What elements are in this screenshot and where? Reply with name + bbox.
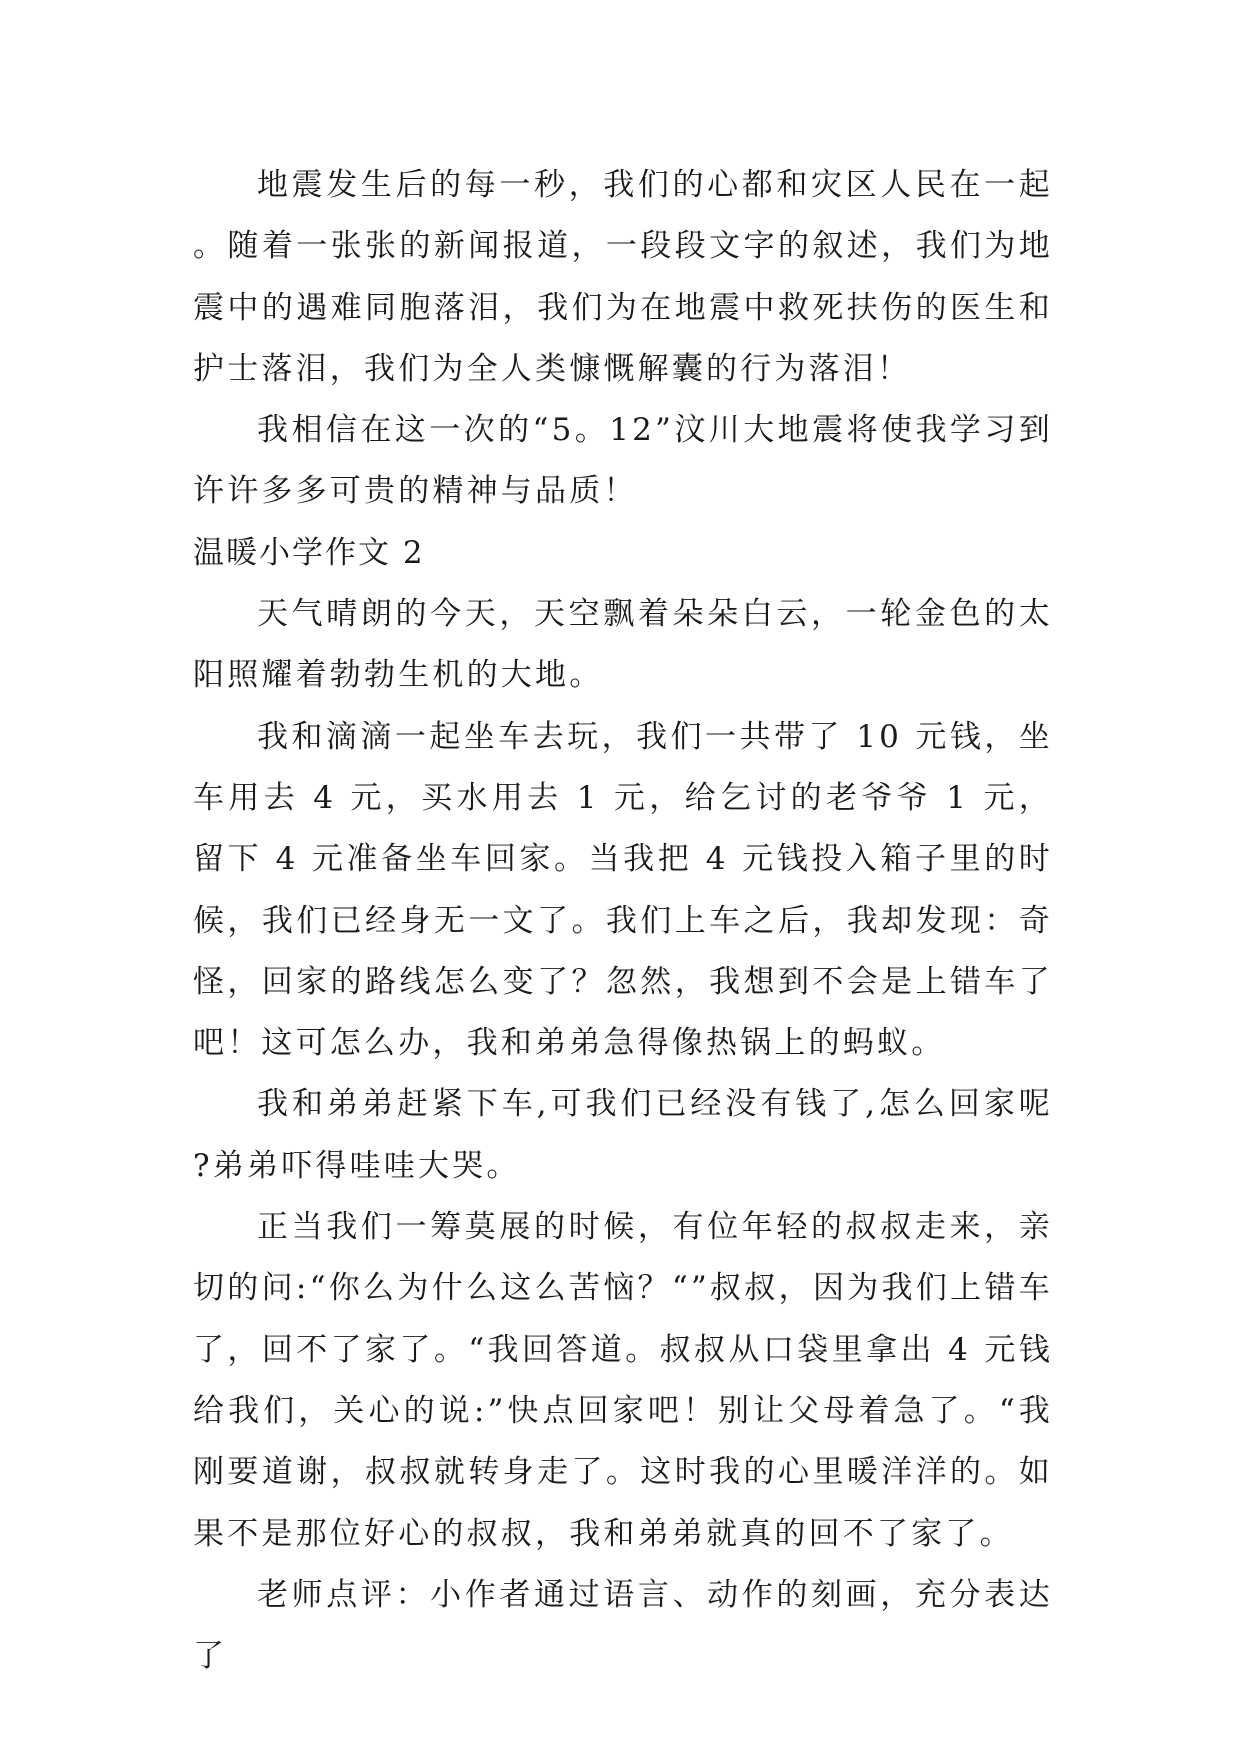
paragraph-earthquake-mourning: 地震发生后的每一秒，我们的心都和灾区人民在一起。随着一张张的新闻报道，一段段文字的叙述，我们为地震中的遇难同胞落泪，我们为在地震中救死扶伤的医生和护士落泪，我们为全人类慷慨解囊的行为落泪！ xyxy=(193,167,1053,387)
paragraph-earthquake-belief: 我相信在这一次的“5。12”汶川大地震将使我学习到许许多多可贵的精神与品质！ xyxy=(193,412,1053,510)
essay-title: 温暖小学作文 2 xyxy=(193,534,425,571)
paragraph-weather: 天气晴朗的今天，天空飘着朵朵白云，一轮金色的太阳照耀着勃勃生机的大地。 xyxy=(193,596,1053,694)
paragraph-kind-uncle: 正当我们一筹莫展的时候，有位年轻的叔叔走来，亲切的问:“你么为什么这么苦恼？“”叔叔，因为我们上错车了，回不了家了。“我回答道。叔叔从口袋里拿出 4 元钱给我们，关心的说:”快点回家吧！别让父母着急了。“我刚要道谢，叔叔就转身走了。这时我的心里暖洋洋的。如果不是那位好心的叔叔，我和弟弟就真的回不了家了。 xyxy=(193,1209,1053,1552)
paragraph-no-money: 我和弟弟赶紧下车,可我们已经没有钱了,怎么回家呢?弟弟吓得哇哇大哭。 xyxy=(193,1086,1053,1184)
paragraph-teacher-comment: 老师点评：小作者通过语言、动作的刻画，充分表达了 xyxy=(193,1576,1053,1675)
paragraph-bus-trip: 我和滴滴一起坐车去玩，我们一共带了 10 元钱，坐车用去 4 元，买水用去 1 元，给乞讨的老爷爷 1 元，留下 4 元准备坐车回家。当我把 4 元钱投入箱子里的时候，我们已经身无一文了。我们上车之后，我却发现：奇怪，回家的路线怎么变了？忽然，我想到不会是上错车了吧！这可怎么办，我和弟弟急得像热锅上的蚂蚁。 xyxy=(193,718,1053,1062)
document-body xyxy=(193,155,1053,1687)
